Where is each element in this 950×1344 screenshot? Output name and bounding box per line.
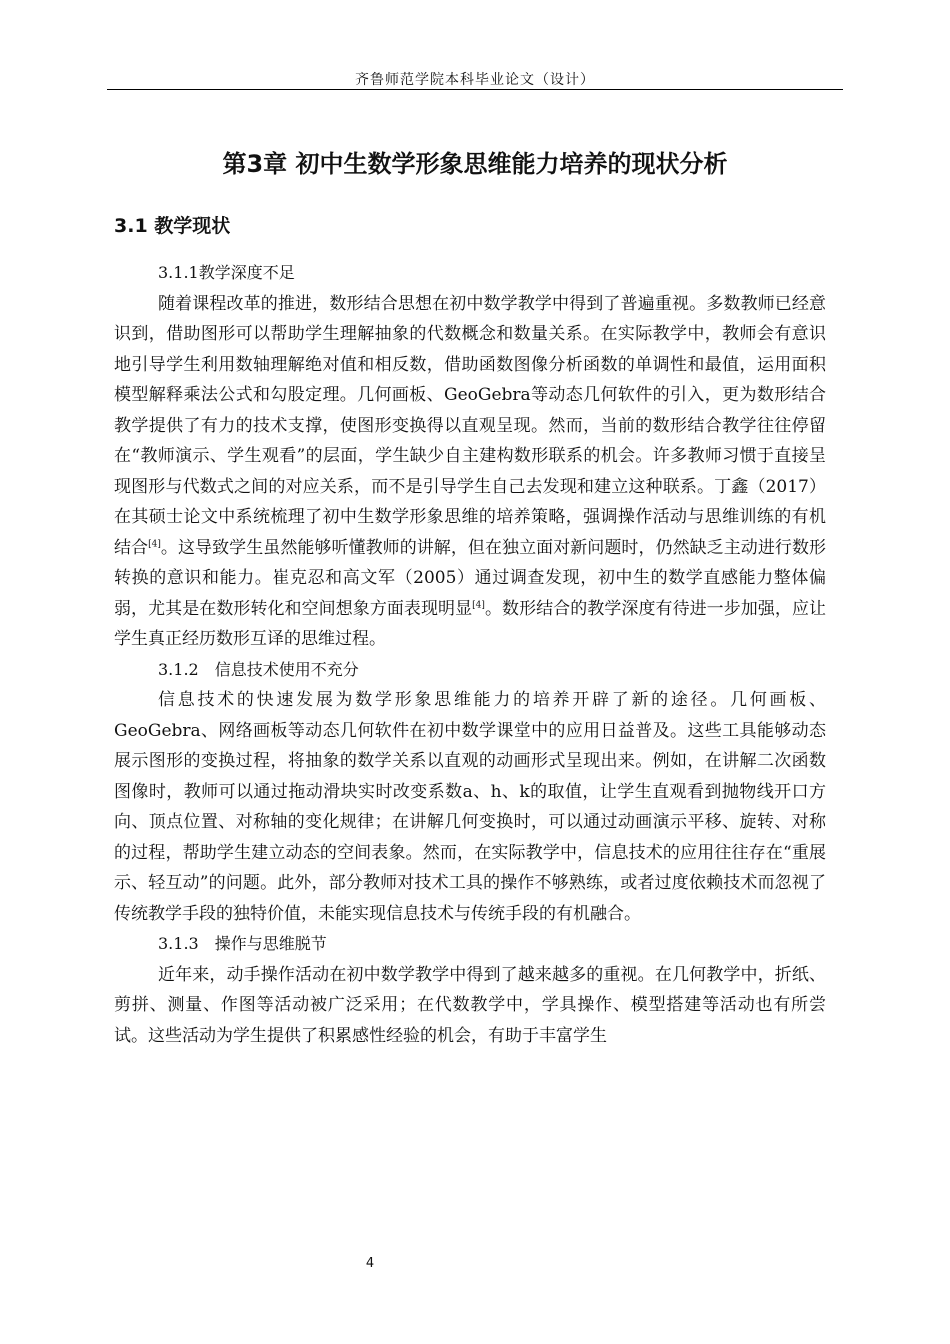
paragraph-3-1-1 bbox=[114, 289, 826, 655]
citation-ref: [4] bbox=[148, 538, 161, 549]
citation-ref: [4] bbox=[472, 599, 485, 610]
chapter-title: 第3章 初中生数学形象思维能力培养的现状分析 bbox=[222, 150, 728, 178]
body-text bbox=[114, 258, 826, 1051]
paragraph-text: 。这导致学生虽然能够听懂教师的讲解，但在独立面对新问题时，仍然缺乏主动进行数形转换的意识和能力。崔克忍和高文军（2005）通过调查发现，初中生的数学直感能力整体偏弱，尤其是在数形转化和空间想象方面表现明显 bbox=[114, 537, 827, 619]
paragraph-3-1-2: 信息技术的快速发展为数学形象思维能力的培养开辟了新的途径。几何画板、GeoGebra、网络画板等动态几何软件在初中数学课堂中的应用日益普及。这些工具能够动态展示图形的变换过程，将抽象的数学关系以直观的动画形式呈现出来。例如，在讲解二次函数图像时，教师可以通过拖动滑块实时改变系数a、h、k的取值，让学生直观看到抛物线开口方向、顶点位置、对称轴的变化规律；在讲解几何变换时，可以通过动画演示平移、旋转、对称的过程，帮助学生建立动态的空间表象。然而，在实际教学中，信息技术的应用往往存在“重展示、轻互动”的问题。此外，部分教师对技术工具的操作不够熟练，或者过度依赖技术而忽视了传统教学手段的独特价值，未能实现信息技术与传统手段的有机融合。 bbox=[114, 690, 826, 924]
subsection-heading-3-1-3: 3.1.3 操作与思维脱节 bbox=[158, 934, 327, 953]
paragraph-text: 随着课程改革的推进，数形结合思想在初中数学教学中得到了普遍重视。多数教师已经意识到，借助图形可以帮助学生理解抽象的代数概念和数量关系。在实际教学中，教师会有意识地引导学生利用数轴理解绝对值和相反数，借助函数图像分析函数的单调性和最值，运用面积模型解释乘法公式和勾股定理。几何画板、GeoGebra等动态几何软件的引入，更为数形结合教学提供了有力的技术支撑，使图形变换得以直观呈现。然而，当前的数形结合教学往往停留在“教师演示、学生观看”的层面，学生缺少自主建构数形联系的机会。许多教师习惯于直接呈现图形与代数式之间的对应关系，而不是引导学生自己去发现和建立这种联系。丁鑫（2017）在其硕士论文中系统梳理了初中生数学形象思维的培养策略，强调操作活动与思维训练的有机结合 bbox=[114, 293, 826, 558]
page-number: 4 bbox=[365, 1256, 375, 1271]
section-title: 3.1 教学现状 bbox=[114, 215, 231, 237]
running-header: 齐鲁师范学院本科毕业论文（设计） bbox=[355, 72, 595, 88]
header-rule bbox=[107, 89, 843, 90]
paragraph-3-1-3: 近年来，动手操作活动在初中数学教学中得到了越来越多的重视。在几何教学中，折纸、剪拼、测量、作图等活动被广泛采用；在代数教学中，学具操作、模型搭建等活动也有所尝试。这些活动为学生提供了积累感性经验的机会，有助于丰富学生 bbox=[114, 964, 826, 1046]
subsection-heading-3-1-1: 3.1.1教学深度不足 bbox=[158, 263, 295, 282]
paragraph-text: 。数形结合的教学深度有待进一步加强，应让学生真正经历数形互译的思维过程。 bbox=[114, 598, 827, 649]
subsection-heading-3-1-2: 3.1.2 信息技术使用不充分 bbox=[158, 659, 359, 679]
